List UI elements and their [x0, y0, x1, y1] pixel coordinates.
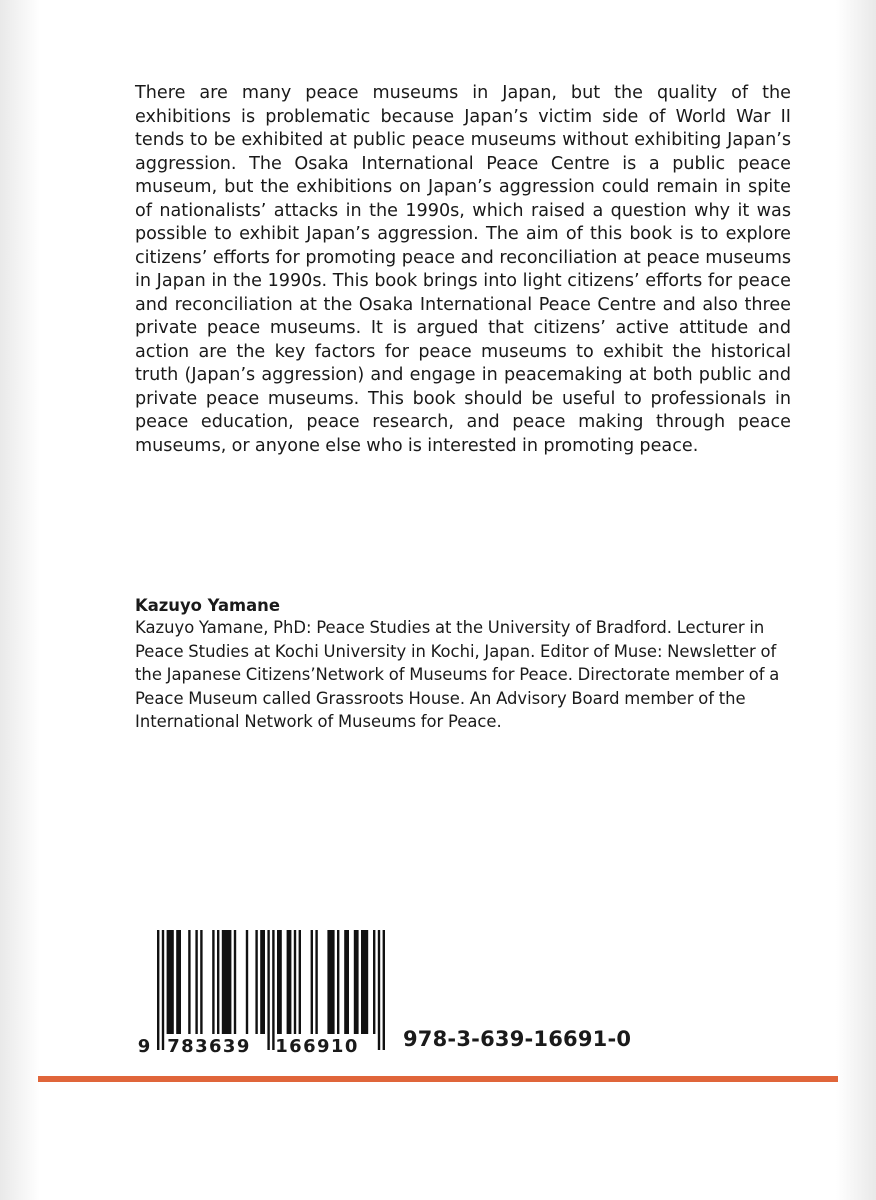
barcode-bar	[354, 930, 359, 1034]
barcode-guard-bar	[383, 930, 385, 1050]
barcode-bar	[200, 930, 202, 1034]
barcode-guard-bar	[378, 930, 380, 1050]
barcode-bar	[195, 930, 197, 1034]
barcode-bar	[315, 930, 317, 1034]
barcode-first-digit: 9	[137, 1036, 151, 1057]
barcode-graphic	[135, 924, 393, 1058]
barcode-guard-bar	[157, 930, 159, 1050]
barcode-bar	[344, 930, 349, 1034]
barcode-left-digits: 783639	[167, 1036, 251, 1057]
book-blurb: There are many peace museums in Japan, but the quality of the exhibitions is problematic because Japan’s victim side of World War II tends to be exhibited at public peace museums without exhibiting Japan’s aggression. The Osaka International Peace Centre is a public peace museum, but the exhibitions on Japan’s aggression could remain in spite of nationalists’ attacks in the 1990s, which raised a question why it was possible to exhibit Japan’s aggression. The aim of this book is to explore citizens’ efforts for promoting peace and reconciliation at peace museums in Japan in the 1990s. This book brings into light citizens’ efforts for peace and reconciliation at the Osaka International Peace Centre and also three private peace museums. It is argued that citizens’ active attitude and action are the key factors for peace museums to exhibit the historical truth (Japan’s aggression) and engage in peacemaking at both public and private peace museums. This book should be useful to professionals in peace education, peace research, and peace making through peace museums, or anyone else who is interested in promoting peace.	[135, 83, 791, 456]
barcode-bar	[212, 930, 214, 1034]
page-edge-left	[0, 0, 40, 1200]
barcode-bar	[337, 930, 339, 1034]
barcode-bar	[277, 930, 282, 1034]
barcode-bar	[311, 930, 313, 1034]
barcode-bar	[327, 930, 334, 1034]
isbn-barcode	[135, 924, 393, 1058]
barcode-guard-bar	[267, 930, 269, 1050]
barcode-bar	[299, 930, 301, 1034]
barcode-bar	[255, 930, 257, 1034]
barcode-bar	[361, 930, 368, 1034]
barcode-guard-bar	[272, 930, 274, 1050]
page-edge-right	[836, 0, 876, 1200]
barcode-bar	[217, 930, 219, 1034]
barcode-bar	[373, 930, 375, 1034]
barcode-bar	[246, 930, 248, 1034]
barcode-bar	[260, 930, 265, 1034]
accent-rule	[38, 1076, 838, 1082]
barcode-bar	[234, 930, 236, 1034]
barcode-bar	[294, 930, 296, 1034]
barcode-bar	[222, 930, 232, 1034]
isbn-number: 978-3-639-16691-0	[403, 1027, 632, 1051]
barcode-right-digits: 166910	[275, 1036, 359, 1057]
author-bio: Kazuyo Yamane, PhD: Peace Studies at the University of Bradford. Lecturer in Peace Studies at Kochi University in Kochi, Japan. Editor of Muse: Newsletter of the Japanese Citizens’Network of Museums for Peace. Directorate member of a Peace Museum called Grassroots House. An Advisory Board member of the International Network of Museums for Peace.	[135, 618, 780, 731]
barcode-bar	[188, 930, 190, 1034]
barcode-bar	[167, 930, 174, 1034]
barcode-bar	[287, 930, 292, 1034]
author-name: Kazuyo Yamane	[135, 596, 280, 615]
author-section	[135, 595, 791, 734]
barcode-bar	[176, 930, 181, 1034]
barcode-guard-bar	[162, 930, 164, 1050]
